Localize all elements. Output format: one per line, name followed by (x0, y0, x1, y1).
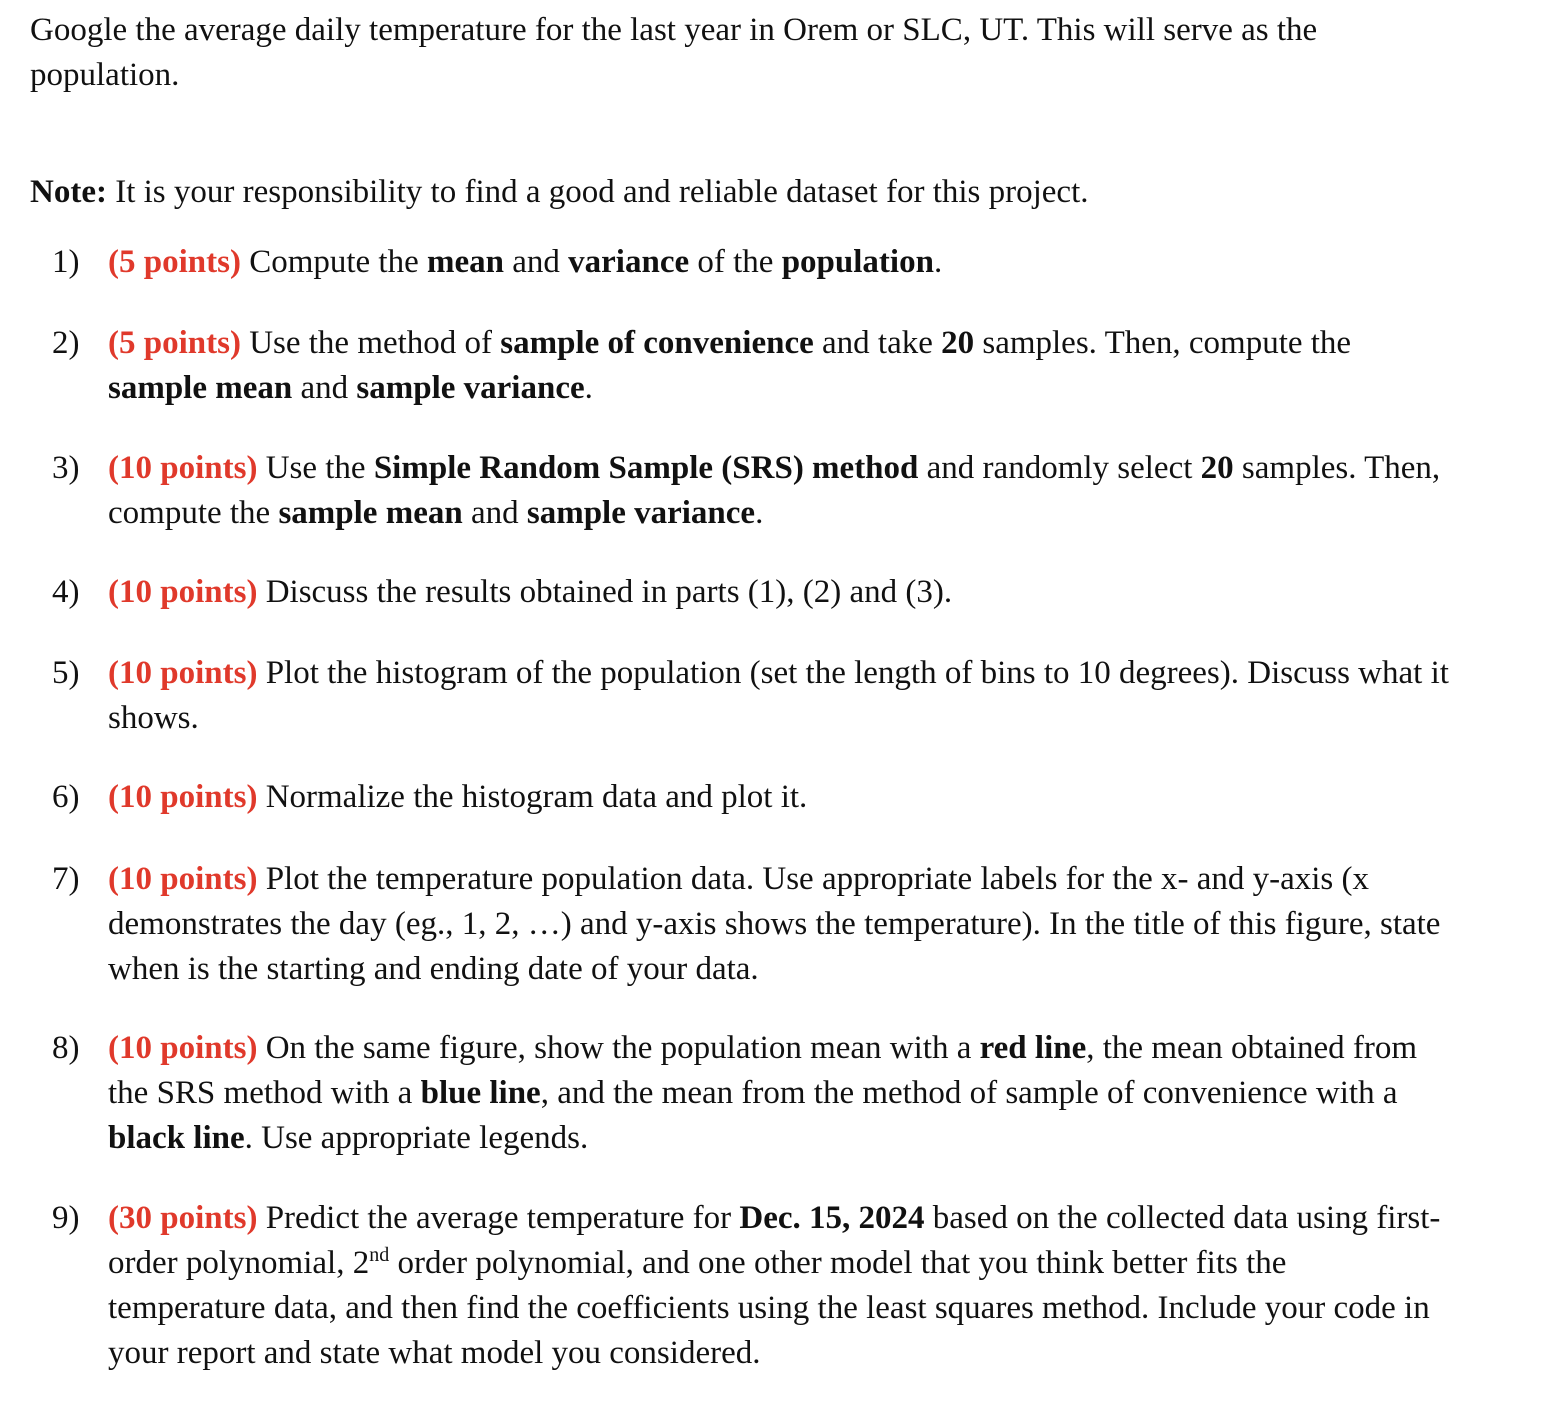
question-text: Plot the temperature population data. Use appropriate labels for the x- and y-axis (x demonstrates the day (eg., 1, 2, …) and y-axis shows the temperature). In the title of this figure, state when is the starting and ending date of your data. (108, 861, 1441, 987)
emphasis-text: sample mean (278, 495, 463, 531)
emphasis-text: red line (979, 1030, 1087, 1066)
intro-paragraph: Google the average daily temperature for the last year in Orem or SLC, UT. This will serve as the population. (30, 12, 1318, 93)
points-label: (10 points) (108, 1030, 258, 1066)
question-text: Plot the histogram of the population (set the length of bins to 10 degrees). Discuss what it shows. (108, 655, 1449, 736)
emphasis-text: 20 (941, 325, 975, 361)
question-number: 8) (52, 1030, 80, 1066)
question-body (108, 1196, 1452, 1376)
points-label: (10 points) (108, 450, 258, 486)
question-text: . (933, 244, 943, 280)
question-number: 1) (52, 244, 80, 280)
points-label: (10 points) (108, 861, 258, 897)
question-item-9 (52, 1196, 1452, 1376)
emphasis-text: Simple Random Sample (SRS) method (373, 450, 919, 486)
question-text: and (462, 495, 527, 531)
question-body (108, 857, 1452, 992)
question-number: 9) (52, 1200, 80, 1236)
question-text: and (504, 244, 569, 280)
emphasis-text: sample variance (526, 495, 756, 531)
question-text: samples. Then, compute the (974, 325, 1352, 361)
points-label: (5 points) (108, 244, 241, 280)
note-paragraph (30, 170, 1530, 215)
note-text: It is your responsibility to find a good and reliable dataset for this project. (106, 174, 1089, 210)
question-text: Use the method of (240, 325, 501, 361)
question-body (108, 775, 1452, 820)
question-body (108, 651, 1452, 741)
question-number: 7) (52, 861, 80, 897)
emphasis-text: 20 (1200, 450, 1234, 486)
question-text: Normalize the histogram data and plot it. (257, 779, 808, 815)
question-text: Predict the average temperature for (257, 1200, 740, 1236)
points-label: (5 points) (108, 325, 241, 361)
emphasis-text: sample mean (108, 370, 293, 406)
question-text: of the (689, 244, 782, 280)
emphasis-text: variance (568, 244, 690, 280)
points-label: (10 points) (108, 655, 258, 691)
question-text: samples. Then, compute the (108, 450, 1441, 531)
question-body (108, 1026, 1452, 1161)
question-item-1 (52, 240, 1452, 285)
question-number: 6) (52, 779, 80, 815)
emphasis-text: black line (108, 1120, 245, 1156)
question-body (108, 570, 1452, 615)
points-label: (30 points) (108, 1200, 258, 1236)
note-label: Note: (30, 174, 107, 210)
question-text: Discuss the results obtained in parts (1), (2) and (3). (257, 574, 953, 610)
points-label: (10 points) (108, 779, 258, 815)
question-number: 2) (52, 325, 80, 361)
question-text: On the same figure, show the population mean with a (257, 1030, 980, 1066)
emphasis-text: blue line (420, 1075, 541, 1111)
points-label: (10 points) (108, 574, 258, 610)
question-item-3 (52, 446, 1452, 536)
question-text: , and the mean from the method of sample of convenience with a (540, 1075, 1398, 1111)
superscript-text: nd (369, 1244, 390, 1266)
question-text: order polynomial, and one other model that you think better fits the temperature data, and then find the coefficients using the least squares method. Include your code in your report and state what model you considered. (108, 1245, 1430, 1371)
emphasis-text: mean (427, 244, 504, 280)
question-text: . (755, 495, 764, 531)
question-text: . (584, 370, 593, 406)
emphasis-text: population (781, 244, 934, 280)
question-body (108, 240, 1452, 285)
question-text: Use the (257, 450, 374, 486)
emphasis-text: sample of convenience (500, 325, 814, 361)
emphasis-text: Dec. 15, 2024 (739, 1200, 925, 1236)
question-text: , the mean obtained from the SRS method with a (108, 1030, 1418, 1111)
question-body (108, 321, 1452, 411)
question-item-8 (52, 1026, 1452, 1161)
question-text: and (292, 370, 357, 406)
question-item-6 (52, 775, 1452, 820)
assignment-document (30, 8, 1530, 215)
question-text: based on the collected data using first-order polynomial, 2 (108, 1200, 1441, 1281)
question-text: and randomly select (918, 450, 1201, 486)
question-text: and take (813, 325, 942, 361)
question-number: 3) (52, 450, 80, 486)
question-item-4 (52, 570, 1452, 615)
question-item-5 (52, 651, 1452, 741)
emphasis-text: sample variance (356, 370, 585, 406)
question-number: 5) (52, 655, 80, 691)
question-number: 4) (52, 574, 80, 610)
question-text: . Use appropriate legends. (244, 1120, 589, 1156)
question-item-2 (52, 321, 1452, 411)
question-text: Compute the (240, 244, 427, 280)
question-item-7 (52, 857, 1452, 992)
question-body (108, 446, 1452, 536)
